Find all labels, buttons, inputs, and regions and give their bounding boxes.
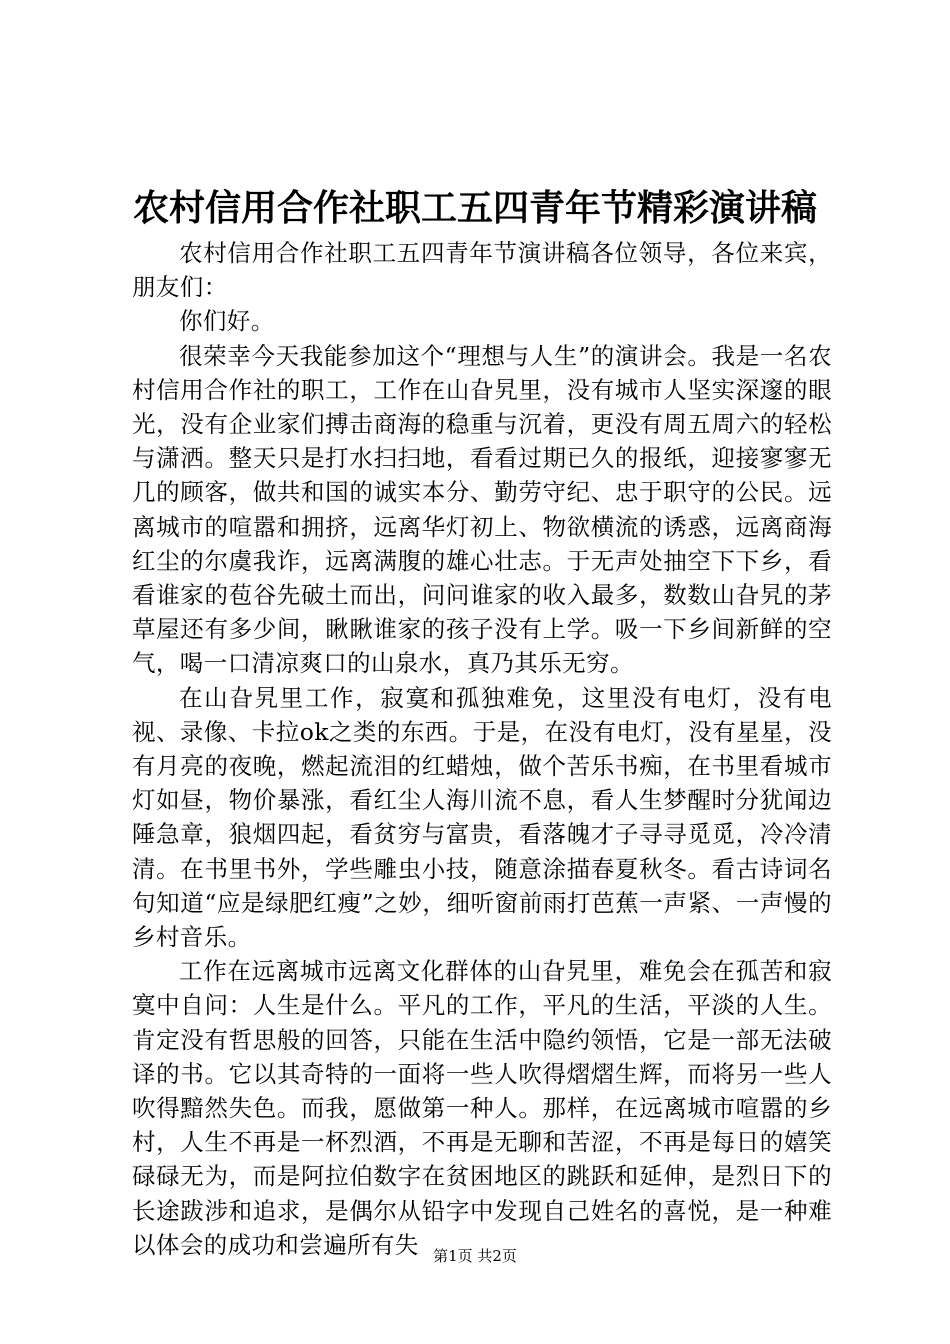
document-title: 农村信用合作社职工五四青年节精彩演讲稿 — [132, 187, 817, 229]
paragraph-hello: 你们好。 — [179, 307, 275, 336]
paragraph-life: 工作在远离城市远离文化群体的山旮旯里，难免会在孤苦和寂寞中自问：人生是什么。平凡的工作，平凡的生活，平淡的人生。肯定没有哲思般的回答，只能在生活中隐约领悟，它是一部无法破译的书。它以其奇特的一面将一些人吹得熠熠生辉，而将另一些人吹得黯然失色。而我，愿做第一种人。那样，在远离城市喧嚣的乡村，人生不再是一杯烈酒，不再是无聊和苦涩，不再是每日的嬉笑碌碌无为，而是阿拉伯数字在贫困地区的跳跃和延伸，是烈日下的长途跋涉和追求，是偶尔从铅字中发现自己姓名的喜悦，是一种难以体会的成功和尝遍所有失 — [132, 957, 832, 1259]
paragraph-intro: 很荣幸今天我能参加这个“理想与人生”的演讲会。我是一名农村信用合作社的职工，工作在山旮旯里，没有城市人坚实深邃的眼光，没有企业家们搏击商海的稳重与沉着，更没有周五周六的轻松与潇洒。整天只是打水扫扫地，看看过期已久的报纸，迎接寥寥无几的顾客，做共和国的诚实本分、勤劳守纪、忠于职守的公民。远离城市的喧嚣和拥挤，远离华灯初上、物欲横流的诱惑，远离商海红尘的尔虞我诈，远离满腹的雄心壮志。于无声处抽空下下乡，看看谁家的苞谷先破土而出，问问谁家的收入最多，数数山旮旯的茅草屋还有多少间，瞅瞅谁家的孩子没有上学。吸一下乡间新鲜的空气，喝一口清凉爽口的山泉水，真乃其乐无穷。 — [132, 341, 832, 678]
document-body — [132, 236, 832, 1262]
page-footer: 第1页 共2页 — [433, 1247, 517, 1265]
paragraph-greeting: 农村信用合作社职工五四青年节演讲稿各位领导，各位来宾，朋友们： — [132, 239, 832, 302]
paragraph-loneliness: 在山旮旯里工作，寂寞和孤独难免，这里没有电灯，没有电视、录像、卡拉ok之类的东西。于是，在没有电灯，没有星星，没有月亮的夜晚，燃起流泪的红蜡烛，做个苦乐书痴，在书里看城市灯如昼，物价暴涨，看红尘人海川流不息，看人生梦醒时分犹闻边陲急章，狼烟四起，看贫穷与富贵，看落魄才子寻寻觅觅，冷冷清清。在书里书外，学些雕虫小技，随意涂描春夏秋冬。看古诗词名句知道“应是绿肥红瘦”之妙，细听窗前雨打芭蕉一声紧、一声慢的乡村音乐。 — [132, 683, 832, 952]
